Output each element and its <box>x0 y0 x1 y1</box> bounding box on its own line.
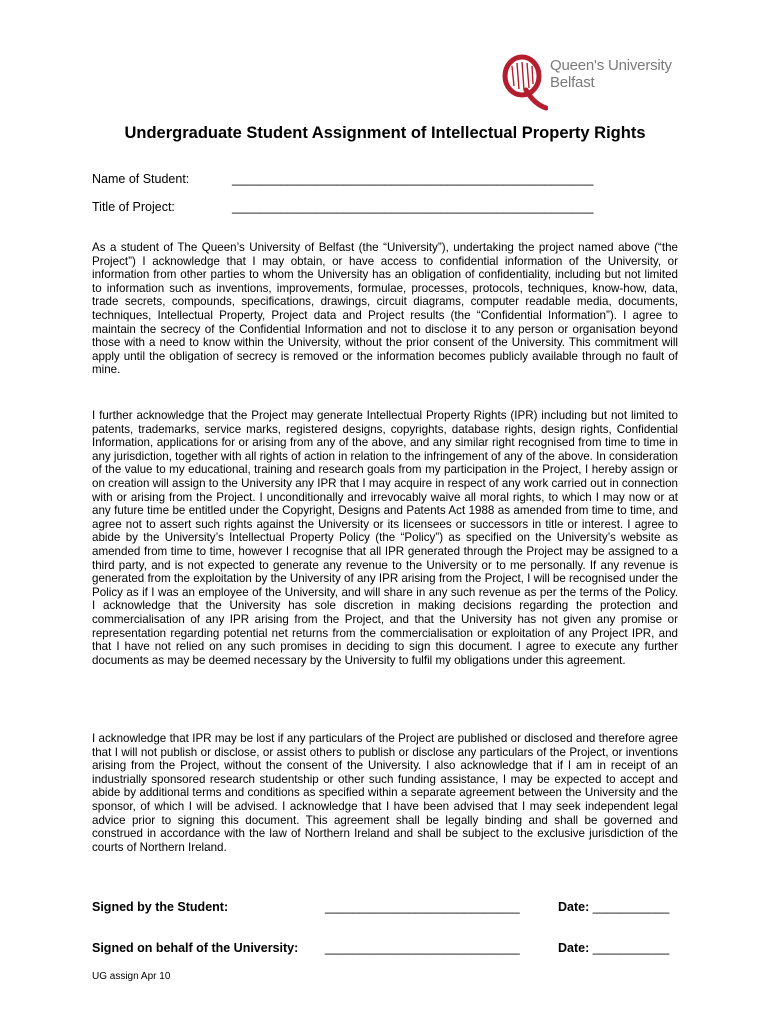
student-name-label: Name of Student: <box>92 172 190 186</box>
project-title-label: Title of Project: <box>92 200 175 214</box>
paragraph-ipr-assignment: I further acknowledge that the Project may generate Intellectual Property Rights (IPR) including but not limited to patents, trademarks, service marks, registered designs, copyrights, database rights, design rights, Confidential Information, applications for or arising from any of the above, and any similar right recognised from time to time in any jurisdiction, together with all rights of action in relation to the infringement of any of the above. In consideration of the value to my educational, training and research goals from my participation in the Project, I hereby assign or on creation will assign to the University any IPR that I may acquire in respect of any work carried out in connection with or arising from the Project. I unconditionally and irrevocably waive all moral rights, to which I may now or at any future time be entitled under the Copyright, Designs and Patents Act 1988 as amended from time to time, and agree not to assert such rights against the University or its licensees or successors in title or interest. I agree to abide by the University’s Intellectual Property Policy (the “Policy”) as specified on the University’s website as amended from time to time, however I recognise that all IPR generated through the Project may be assigned to a third party, and is not expected to generate any revenue to the University or to me personally. If any revenue is generated from the exploitation by the University of any IPR arising from the Project, I will be recognised under the Policy as if I was an employee of the University, and will share in any such revenue as per the terms of the Policy. I acknowledge that the University has sole discretion in making decisions regarding the protection and commercialisation of any IPR arising from the Project, and that the University has not given any promise or representation regarding potential net returns from the commercialisation or exploitation of any Project IPR, and that I have not relied on any such promises in deciding to sign this document. I agree to execute any further documents as may be deemed necessary by the University to fulfil my obligations under this agreement. <box>92 409 678 667</box>
student-date-line[interactable]: ___________ <box>592 900 670 914</box>
logo-line-2: Belfast <box>550 74 595 91</box>
student-name-field <box>92 172 594 186</box>
university-logo <box>502 52 672 112</box>
student-date-label: Date: <box>558 900 590 914</box>
project-title-blank[interactable]: ____________________________________________________ <box>232 200 594 214</box>
student-signature-line[interactable]: ____________________________ <box>325 900 520 914</box>
paragraph-confidentiality: As a student of The Queen’s University of Belfast (the “University”), undertaking the project named above (“the Project”) I acknowledge that I may obtain, or have access to confidential information of the University, or information from other parties to whom the University has an obligation of confidentiality, including but not limited to information such as inventions, improvements, formulae, processes, protocols, techniques, know-how, data, trade secrets, compounds, specifications, drawings, circuit diagrams, computer readable media, documents, techniques, Intellectual Property, Project data and Project results (the “Confidential Information”). I agree to maintain the secrecy of the Confidential Information and not to disclose it to any person or organisation beyond those with a need to know within the University, without the prior consent of the University. This commitment will apply until the obligation of secrecy is removed or the information becomes publicly available through no fault of mine. <box>92 241 678 377</box>
student-signature-label: Signed by the Student: <box>92 900 229 914</box>
logo-line-1: Queen's University <box>550 57 672 74</box>
document-title: Undergraduate Student Assignment of Intellectual Property Rights <box>124 124 646 142</box>
university-signature-row <box>92 941 692 955</box>
paragraph-disclosure: I acknowledge that IPR may be lost if any particulars of the Project are published or disclosed and therefore agree that I will not publish or disclose, or assist others to publish or disclose any particulars of the Project, or inventions arising from the Project, without the consent of the University. I also acknowledge that if I am in receipt of an industrially sponsored research studentship or other such funding assistance, I may be expected to accept and abide by additional terms and conditions as specified within a separate agreement between the University and the sponsor, of which I will be advised. I acknowledge that I have been advised that I may seek independent legal advice prior to signing this document. This agreement shall be legally binding and shall be governed and construed in accordance with the law of Northern Ireland and shall be subject to the exclusive jurisdiction of the courts of Northern Ireland. <box>92 732 678 854</box>
student-signature-row <box>92 900 692 914</box>
university-signature-label: Signed on behalf of the University: <box>92 941 299 955</box>
footer-version: UG assign Apr 10 <box>92 971 171 982</box>
university-crest-icon <box>502 52 548 112</box>
student-name-blank[interactable]: ____________________________________________________ <box>232 172 594 186</box>
logo-text <box>550 57 672 91</box>
project-title-field <box>92 200 594 214</box>
university-date-label: Date: <box>558 941 590 955</box>
university-date-line[interactable]: ___________ <box>592 941 670 955</box>
university-signature-line[interactable]: ____________________________ <box>325 941 520 955</box>
